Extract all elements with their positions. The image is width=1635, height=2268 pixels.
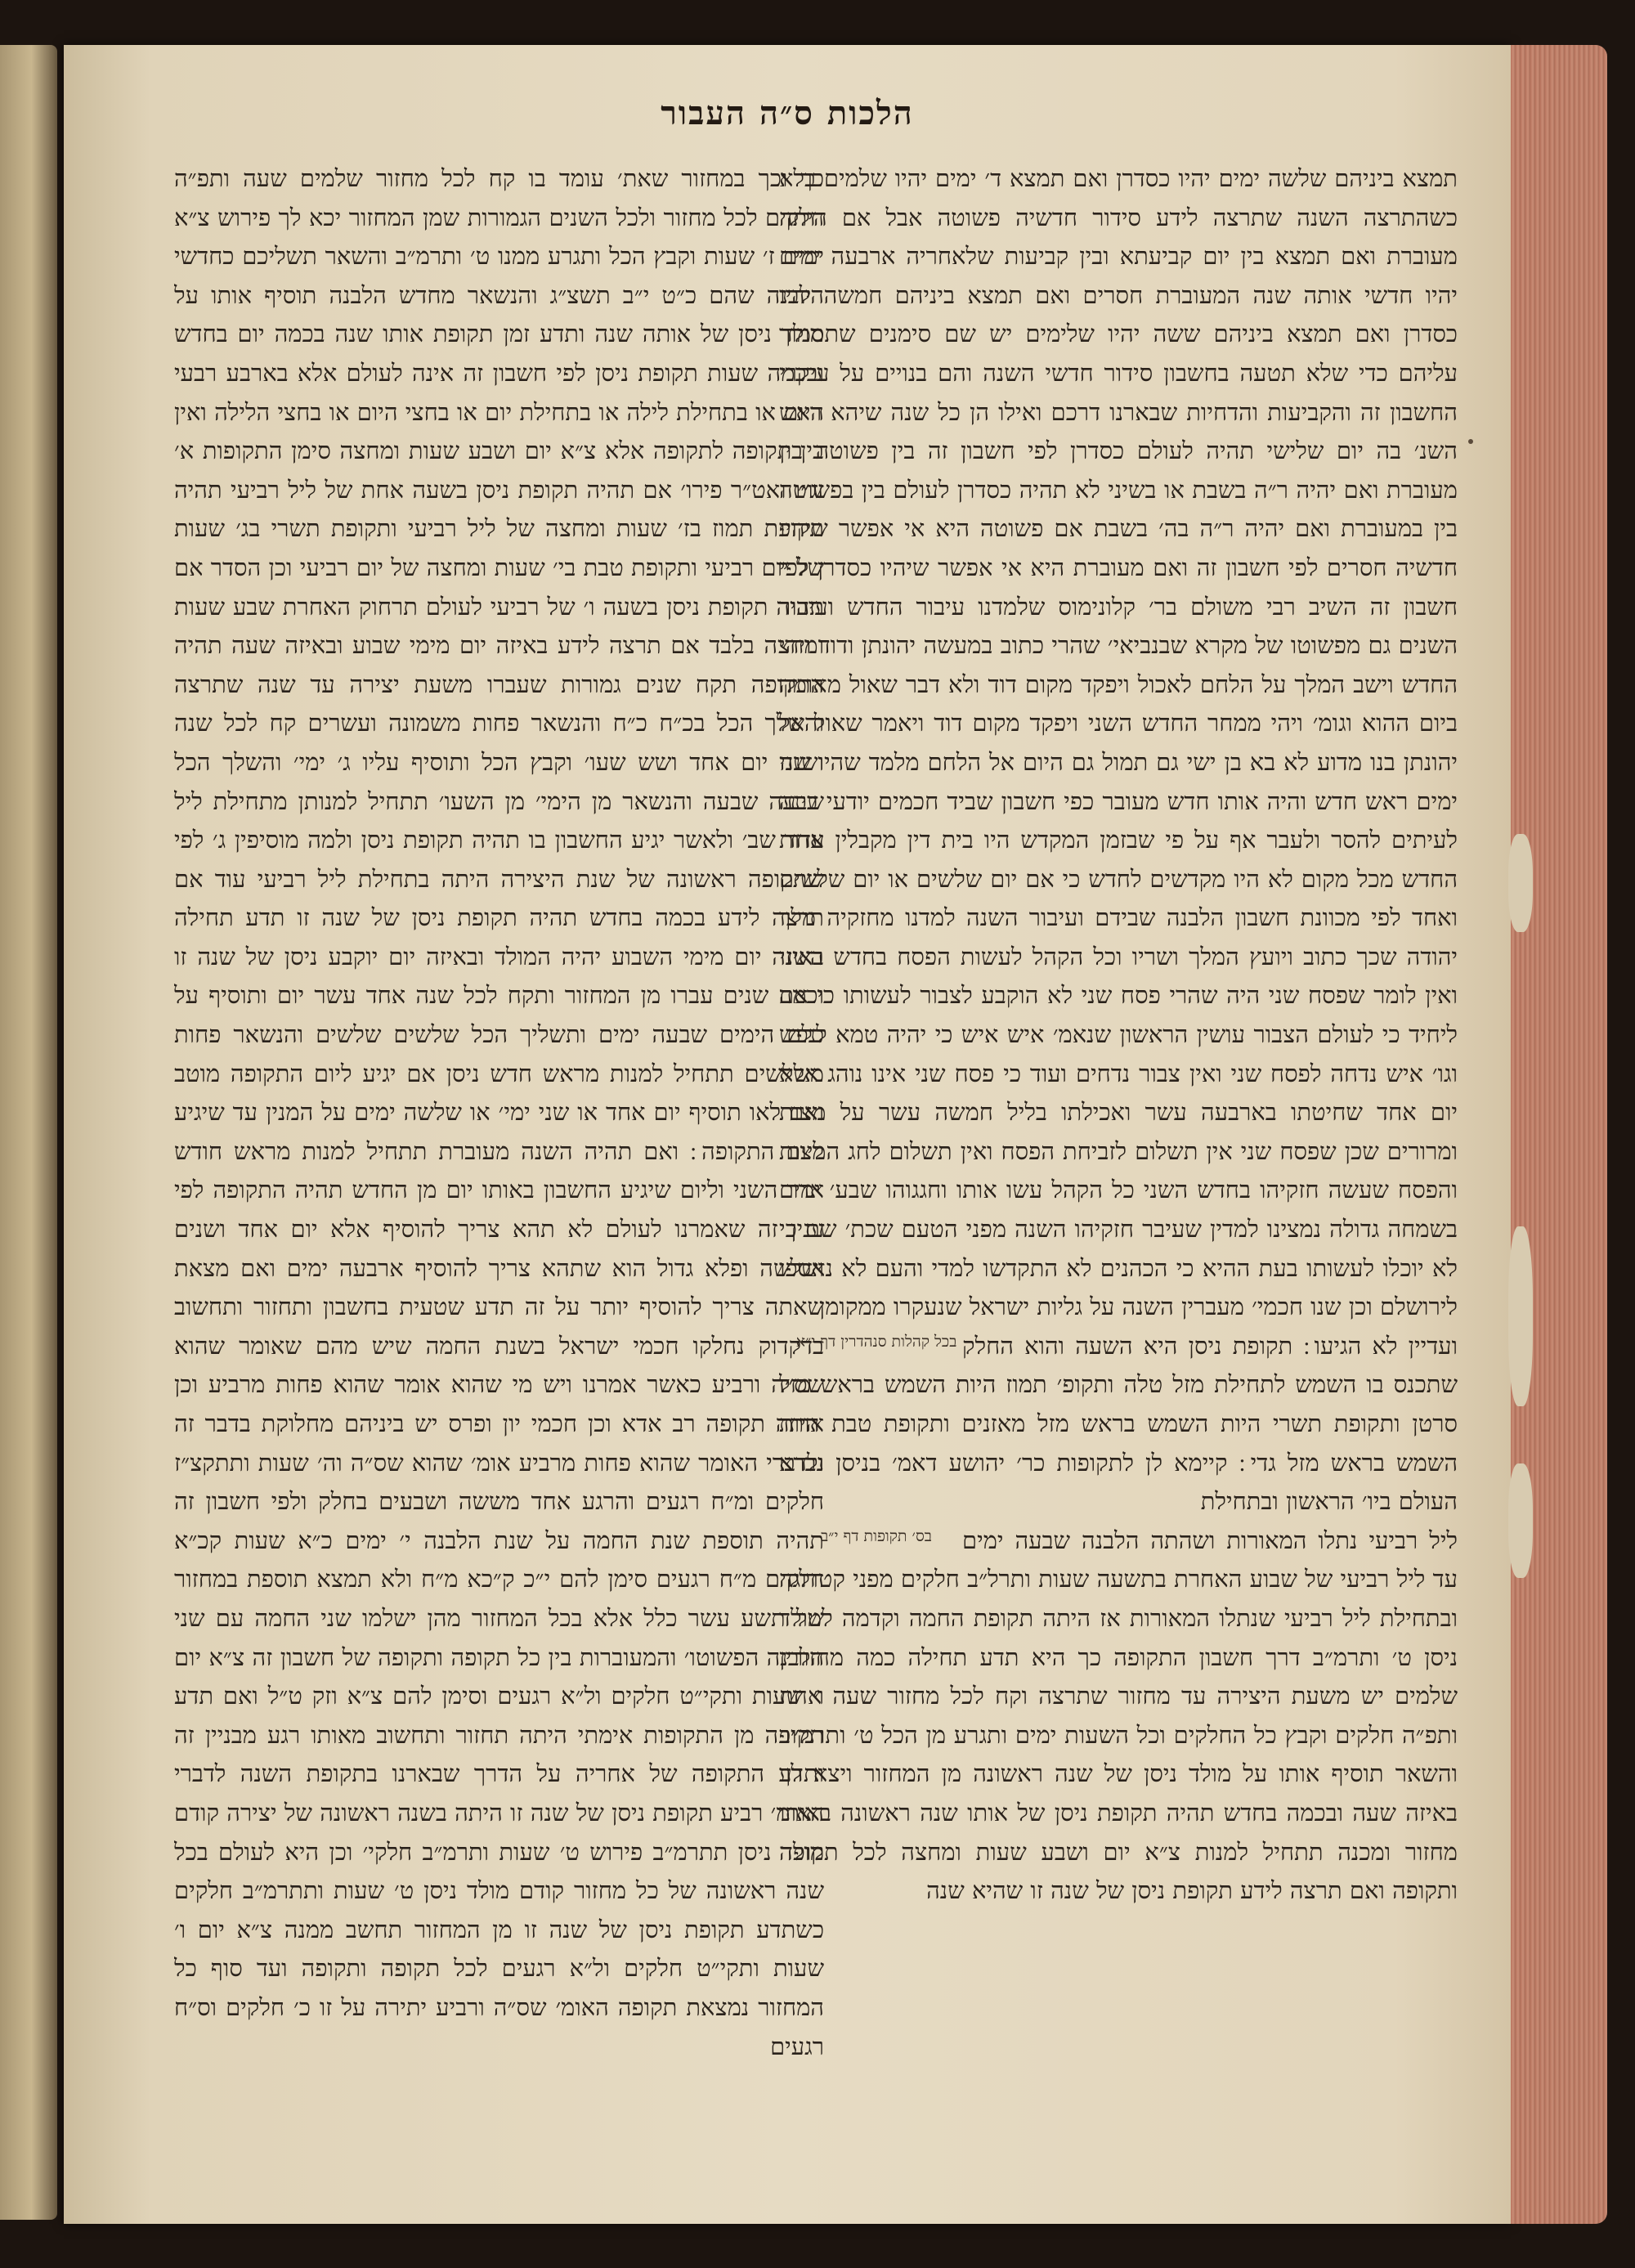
fore-edge-pages — [1511, 45, 1607, 2224]
right-column-paragraph-2: ועדיין לא הגיעו ׃ תקופת ניסן היא השעה והוא החלק שתכנס בו השמש לתחילת מזל טלה ותקופ׳ תמוז היות השמש בראש מזל סרטן ותקופת תשרי היות השמש בראש מזל מאזנים ותקופת טבת היות השמש בראש מזל גדי ׃ קיימא לן לתקופות כר׳ יהושע דאמ׳ בניסן נברא העולם ביו׳ הראשון ובתחילת — [779, 1331, 1458, 1516]
right-column-text-middle — [779, 1327, 1458, 1522]
book-page — [64, 45, 1511, 2224]
right-column — [779, 159, 1458, 2097]
edge-damage — [1508, 834, 1533, 932]
left-column — [174, 159, 824, 2097]
edge-damage — [1508, 1226, 1533, 1406]
margin-note-sanhedrin: בכל קהלות סנהדרין דף י״א — [795, 1332, 957, 1351]
right-column-paragraph-1: תמצא ביניהם שלשה ימים יהיו כסדרן ואם תמצא ד׳ ימים יהיו שלמים בלא כשהתרצה השנה שתרצה לידע סידור חדשיה פשוטה אבל אם היתה מעוברת ואם תמצא בין יום קביעתא ובין קביעות שלאחריה ארבעה ימים יהיו חדשי אותה שנה המעוברת חסרים ואם תמצא ביניהם חמשה יהיו כסדרן ואם תמצא ביניהם ששה יהיו שלימים יש שם סימנים שתסמוך עליהם כדי שלא תטעה בחשבון סידור חדשי השנה והם בנויים על עיקרי החשבון זה והקביעות והדחיות שבארנו דרכם ואילו הן כל שנה שיהא ראש השנ׳ בה יום שלישי תהיה לעולם כסדרן לפי חשבון זה בין פשוטה בין מעוברת ואם יהיה ר״ה בשבת או בשיני לא תהיה כסדרן לעולם בין בפשוטה בין במעוברת ואם יהיה ר״ה בה׳ בשבת אם פשוטה היא אי אפשר שיהיו חדשיה חסרים לפי חשבון זה ואם מעוברת היא אי אפשר שיהיו כסדרן לפי חשבון זה השיב רבי משולם בר׳ קלונימוס שלמדנו עיבור החדש ועיבור השנים גם מפשוטו של מקרא שבנביאי׳ שהרי כתוב במעשה יהונתן ודוד ויהי החדש וישב המלך על הלחם לאכול ויפקד מקום דוד ולא דבר שאול מאומה ביום ההוא וגומ׳ ויהי ממחר החדש השני ויפקד מקום דוד ויאמר שאול אל יהונתן בנו מדוע לא בא בן ישי גם תמול גם היום אל הלחם מלמד שהיו שני ימים ראש חדש והיה אותו חדש מעובר כפי חשבון שביד חכמים יודעי בינה לעיתים להסר ולעבר אף על פי שבזמן המקדש היו בית דין מקבלין עדות החדש מכל מקום לא היו מקדשים לחדש כי אם יום שלשים או יום שלשים ואחד לפי מכוונת חשבון הלבנה שבידם ועיבור השנה למדנו מחזקיה מלך יהודה שכך כתוב ויועץ המלך ושריו וכל הקהל לעשות הפסח בחדש השני ואין לומר שפסח שני היה שהרי פסח שני לא הוקבע לצבור לעשותו כי אם ליחיד כי לעולם הצבור עושין הראשון שנאמ׳ איש איש כי יהיה טמא לנפש וגו׳ איש נדחה לפסח שני ואין צבור נדחים ועוד כי פסח שני אינו נוהג אלא יום אחד שחיטתו בארבעה עשר ואכילתו בליל חמשה עשר על מצות ומרורים שכן שפסח שני אין תשלום לזביחת הפסח ואין תשלום לחג המצות והפסח שעשה חזקיהו בחדש השני כל הקהל עשו אותו וחגגוהו שבע׳ ימים בשמחה גדולה נמצינו למדין שעיבר חזקיהו השנה מפני הטעם שכת׳ שם כי לא יוכלו לעשותו בעת ההיא כי הכהנים לא התקדשו למדי והעם לא נאספו לירושלם וכן שנו חכמי׳ מעברין השנה על גליות ישראל שנעקרו ממקומן — [779, 164, 1458, 1321]
previous-page-edge — [0, 45, 57, 2220]
ink-mark — [1468, 439, 1473, 444]
left-column-text: כך וכך במחזור שאת׳ עומד בו קח לכל מחזור שלמים שעה ותפ״ה חלקים לכל מחזור ולכל השנים הגמורות שמן המחזור יכא לך פירוש צ״א ימים ז׳ שעות וקבץ הכל ותגרע ממנו ט׳ ותרמ״ב והשאר תשליכם כחדשי הלבנה שהם כ״ט י״ב תשצ״ג והנשאר מחדש הלבנה תוסיף אותו על מולד ניסן של אותה שנה ותדע זמן תקופת אותו שנה בכמה יום בחדש ובכמה שעות תקופת ניסן לפי חשבון זה אינה לעולם אלא בארבע רבעי היום או בתחילת לילה או בתחילת יום או בחצי היום או בחצי הלילה ואין בין תקופה לתקופה אלא צ״א יום ושבע שעות ומחצה סימן התקופות א׳ זג״ו ואט״ר פירו׳ אם תהיה תקופת ניסן בשעה אחת של ליל רביעי תהיה תקופת תמוז בז׳ שעות ומחצה של ליל רביעי ותקופת תשרי בג׳ שעות של יום רביעי ותקופת טבת בי׳ שעות ומחצה של יום רביעי וכן הסדר אם תהיה תקופת ניסן בשעה ו׳ של רביעי לעולם תרחוק האחרת שבע שעות ומחצה בלבד אם תרצה לידע באיזה יום מימי שבוע ובאיזה שעה תהיה התקופה תקח שנים גמורות שעברו משעת יצירה עד שנה שתרצה והשלך הכל בכ״ח כ״ח והנשאר פחות משמונה ועשרים קח לכל שנה ושנה יום אחד ושש שעו׳ וקבץ הכל ותוסיף עליו ג׳ ימי׳ והשלך הכל שבעה שבעה והנשאר מן הימי׳ מן השעו׳ תתחיל למנותן מתחילת ליל אחד שב׳ ולאשר יגיע החשבון בו תהיה תקופת ניסן ולמה מוסיפין ג׳ לפי שתקופה ראשונה של שנת היצירה היתה בתחילת ליל רביעי עוד אם תרצה לידע בכמה בחדש תהיה תקופת ניסן של שנה זו תדע תחילה באיזה יום מימי השבוע יהיה המולד ובאיזה יום יוקבע ניסן של שנה זו וכמה שנים עברו מן המחזור ותקח לכל שנה אחד עשר יום ותוסיף על כלם הימים שבעה ימים ותשליך הכל שלשים שלשים והנשאר פחות משלשים תתחיל למנות מראש חדש ניסן אם יגיע ליום התקופה מוטב ואם לאו תוסיף יום אחד או שני ימי׳ או שלשה ימים על המנין עד שיגיע ליום התקופה ׃ ואם תהיה השנה מעוברת תתחיל למנות מראש חודש אדר השני וליום שיגיע החשבון באותו יום מן החדש תהיה התקופה לפי ענין זה שאמרנו לעולם לא תהא צריך להוסיף אלא יום אחד ושנים ושלשה ופלא גדול הוא שתהא צריך להוסיף ארבעה ימים ואם מצאת שאתה צריך להוסיף יותר על זה תדע שטעית בחשבון ותחזור ותחשוב בדקדוק נחלקו חכמי ישראל בשנת החמה שיש מהם שאומר שהוא שס״ה ורביע כאשר אמרנו ויש מי שהוא אומר שהוא פחות מרביע וכן אותה תקופה רב אדא וכן חכמי יון ופרס יש ביניהם מחלוקת בדבר זה ולדברי האומר שהוא פחות מרביע אומ׳ שהוא שס״ה וה׳ שעות ותתקצ״ז חלקים ומ״ח רגעים והרגע אחד מששה ושבעים בחלק ולפי חשבון זה תהיה תוספת שנת החמה על שנת הלבנה י׳ ימים כ״א שעות קכ״א חלקים מ״ח רגעים סימן להם י״כ ק״כא מ״ח ולא תמצא תוספת במחזור של תשע עשר כלל אלא בכל המחזור מהן ישלמו שני החמה עם שני הלבנה הפשוטו׳ והמעוברות בין כל תקופה ותקופה של חשבון זה צ״א יום ו׳ שעות ותקי״ט חלקים ול״א רגעים וסימן להם צ״א וזק ט״ל ואם תדע תקופה מן התקופות אימתי היתה תחזור ותחשוב מאותו רגע מבניין זה ותדע התקופה של אחריה על הדרך שבארנו בתקופת השנה לדברי האומ׳ רביע תקופת ניסן של שנה זו היתה בשנה ראשונה של יצירה קודם מולד ניסן תתרמ״ב פירוש ט׳ שעות ותרמ״ב חלקי׳ וכן היא לעולם בכל שנה ראשונה של כל מחזור קודם מולד ניסן ט׳ שעות ותתרמ״ב חלקים כשתדע תקופת ניסן של שנה זו מן המחזור תחשב ממנה צ״א יום ו׳ שעות ותקי״ט חלקים ול״א רגעים לכל תקופה ותקופה ועד סוף כל המחזור נמצאת תקופה האומ׳ שס״ה ורביע יתירה על זו כ׳ חלקים וס״ח רגעים — [174, 164, 824, 2060]
edge-damage — [1508, 1463, 1533, 1578]
right-column-text-after — [779, 1522, 1458, 1911]
margin-note-tekufot: בס׳ תקופות דף י״ב — [821, 1526, 932, 1545]
running-head: הלכות ס״ה העבור — [661, 94, 914, 132]
right-column-text-before-note — [779, 159, 1458, 1327]
right-column-paragraph-3: ליל רביעי נתלו המאורות ושהתה הלבנה שבעה ימים עד ליל רביעי של שבוע האחרת בתשעה שעות ותרל״ב חלקים מפני קטרוגה ובתחילת ליל רביעי שנתלו המאורות אז היתה תקופת החמה וקדמה למולד ניסן ט׳ ותרמ״ב דרך חשבון התקופה כך היא תדע תחילה כמה מחזורין שלמים יש משעת היצירה עד מחזור שתרצה וקח לכל מחזור שעה אחת ותפ״ה חלקים וקבץ כל החלקים וכל השעות ימים ותגרע מן הכל ט׳ ותרמ״ב והשאר תוסיף אותו על מולד ניסן של שנה ראשונה מן המחזור ויצא לך באיזה שעה ובכמה בחדש תהיה תקופת ניסן של אותו שנה ראשונה באותו מחזור ומכנה תתחיל למנות צ״א יום ושבע שעות ומחצה לכל תקופה ותקופה ואם תרצה לידע תקופת ניסן של שנה זו שהיא שנה — [779, 1526, 1458, 1905]
